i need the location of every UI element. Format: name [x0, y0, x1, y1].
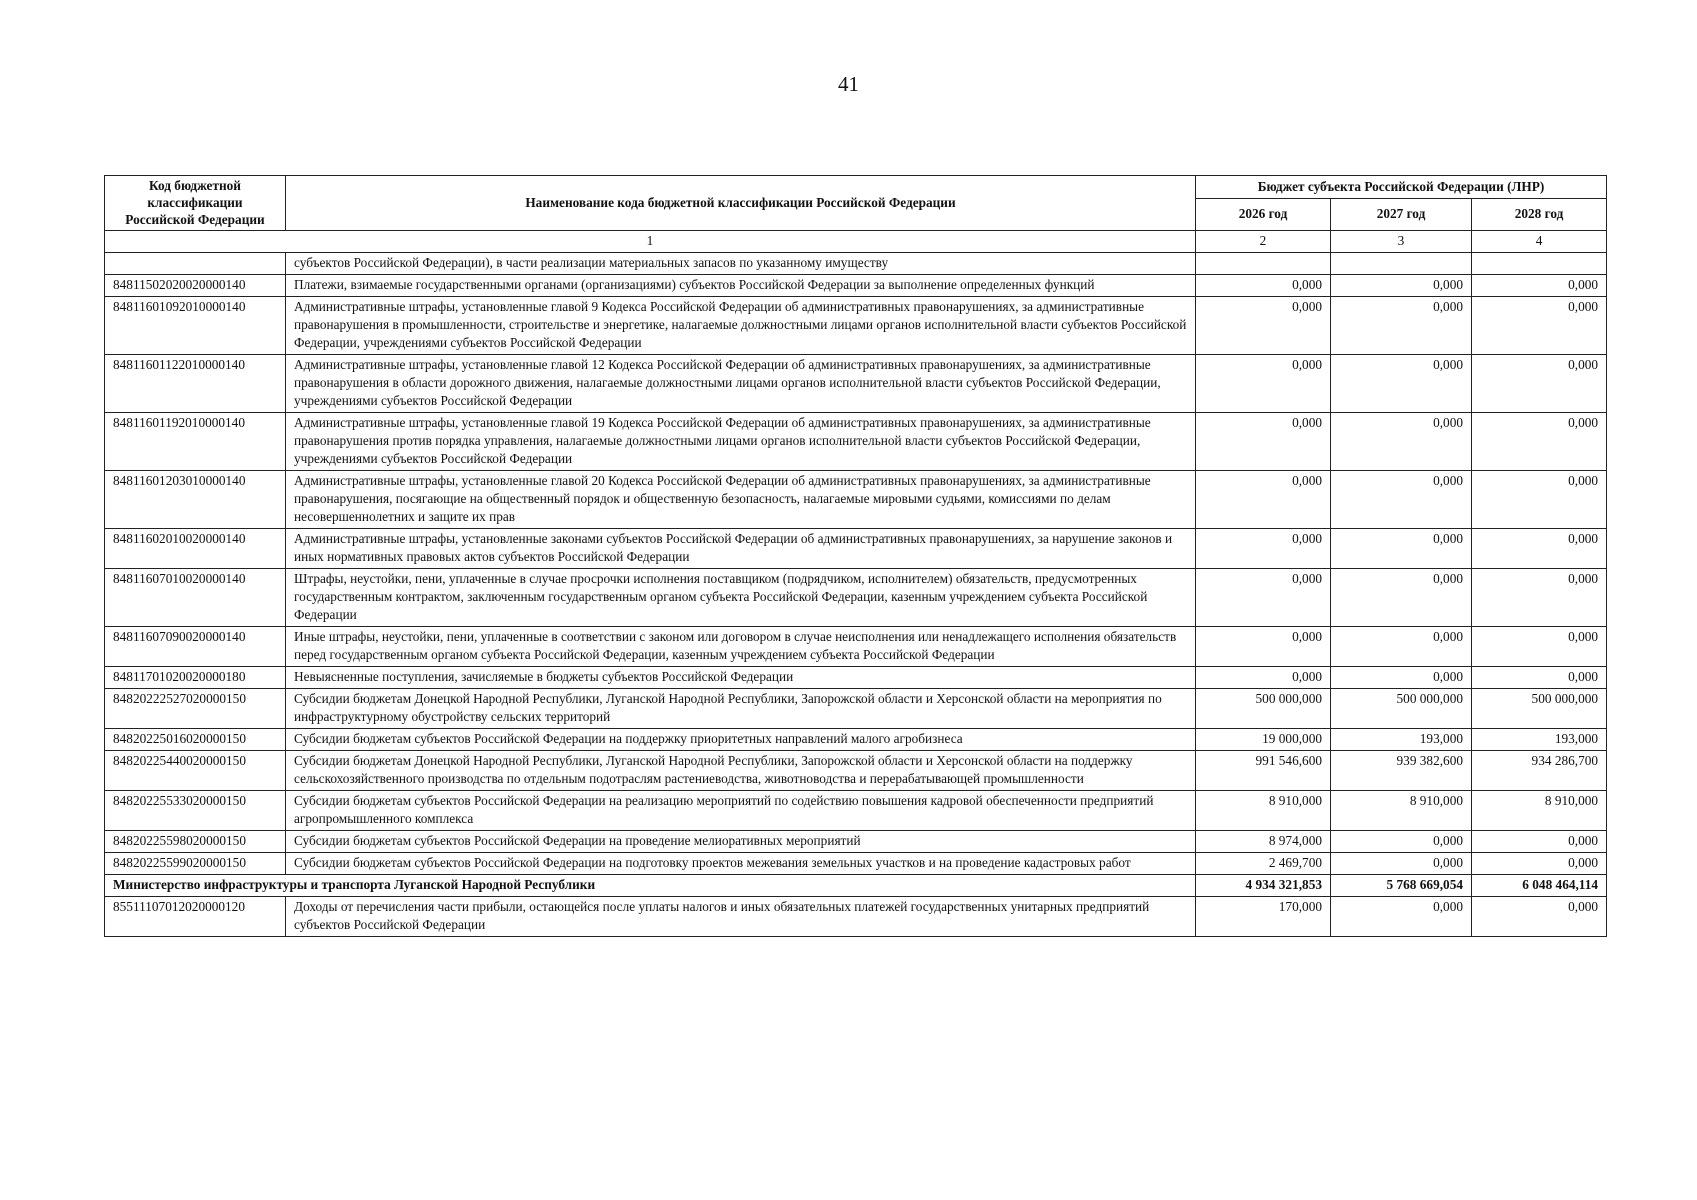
value-2028-cell: 0,000 — [1472, 853, 1607, 875]
value-2027-cell: 0,000 — [1331, 897, 1472, 937]
code-column-header: Код бюджетной классификации Российской Федерации — [105, 176, 286, 231]
code-cell: 84811607010020000140 — [105, 569, 286, 627]
ministry-total-2027-cell: 5 768 669,054 — [1331, 875, 1472, 897]
column-number-3: 3 — [1331, 231, 1472, 253]
name-cell: Субсидии бюджетам Донецкой Народной Республики, Луганской Народной Республики, Запорожской области и Херсонской области на мероприятия по инфраструктурному обустройству сельских территорий — [286, 689, 1196, 729]
table-row — [105, 853, 1607, 875]
name-cell: Административные штрафы, установленные главой 12 Кодекса Российской Федерации об административных правонарушениях, за административные правонарушения в области дорожного движения, налагаемые должностными лицами органов исполнительной власти субъектов Российской Федерации, учреждениями субъектов Российской Федерации — [286, 355, 1196, 413]
value-2028-cell: 0,000 — [1472, 413, 1607, 471]
name-cell: Субсидии бюджетам субъектов Российской Федерации на реализацию мероприятий по содействию повышения кадровой обеспеченности предприятий агропромышленного комплекса — [286, 791, 1196, 831]
table-row — [105, 297, 1607, 355]
value-2027-cell: 0,000 — [1331, 471, 1472, 529]
table-body — [105, 231, 1607, 937]
name-cell: Субсидии бюджетам субъектов Российской Федерации на проведение мелиоративных мероприятий — [286, 831, 1196, 853]
value-2027-cell: 0,000 — [1331, 853, 1472, 875]
value-2026-cell: 0,000 — [1196, 569, 1331, 627]
budget-column-header: Бюджет субъекта Российской Федерации (ЛНР) — [1196, 176, 1607, 199]
name-column-header: Наименование кода бюджетной классификации Российской Федерации — [286, 176, 1196, 231]
value-2026-cell: 0,000 — [1196, 275, 1331, 297]
name-cell: Административные штрафы, установленные главой 20 Кодекса Российской Федерации об административных правонарушениях, за административные правонарушения, посягающие на общественный порядок и общественную безопасность, налагаемые мировыми судьями, комиссиями по делам несовершеннолетних и защите их прав — [286, 471, 1196, 529]
value-2027-cell: 8 910,000 — [1331, 791, 1472, 831]
column-number-1: 1 — [105, 231, 1196, 253]
ministry-total-2026-cell: 4 934 321,853 — [1196, 875, 1331, 897]
code-cell: 85511107012020000120 — [105, 897, 286, 937]
table-row — [105, 275, 1607, 297]
value-2027-cell: 0,000 — [1331, 831, 1472, 853]
code-cell: 84811601122010000140 — [105, 355, 286, 413]
name-cell: Субсидии бюджетам Донецкой Народной Республики, Луганской Народной Республики, Запорожской области и Херсонской области на поддержку сельскохозяйственного производства по отдельным подотраслям растениеводства, животноводства и перерабатывающей промышленности — [286, 751, 1196, 791]
ministry-row — [105, 875, 1607, 897]
table-row — [105, 529, 1607, 569]
value-2027-cell: 0,000 — [1331, 413, 1472, 471]
value-2027-cell: 939 382,600 — [1331, 751, 1472, 791]
value-2026-cell: 2 469,700 — [1196, 853, 1331, 875]
value-2026-cell: 0,000 — [1196, 471, 1331, 529]
table-row — [105, 689, 1607, 729]
continuation-code-cell — [105, 253, 286, 275]
name-cell: Штрафы, неустойки, пени, уплаченные в случае просрочки исполнения поставщиком (подрядчиком, исполнителем) обязательств, предусмотренных государственным контрактом, заключенным государственным органом субъекта Российской Федерации, казенным учреждением субъекта Российской Федерации — [286, 569, 1196, 627]
name-cell: Невыясненные поступления, зачисляемые в бюджеты субъектов Российской Федерации — [286, 667, 1196, 689]
name-cell: Иные штрафы, неустойки, пени, уплаченные в соответствии с законом или договором в случае неисполнения или ненадлежащего исполнения обязательств перед государственным органом субъекта Российской Федерации, казенным учреждением субъекта Российской Федерации — [286, 627, 1196, 667]
code-cell: 84820225599020000150 — [105, 853, 286, 875]
name-cell: Субсидии бюджетам субъектов Российской Федерации на поддержку приоритетных направлений малого агробизнеса — [286, 729, 1196, 751]
value-2028-cell: 500 000,000 — [1472, 689, 1607, 729]
code-cell: 84820225016020000150 — [105, 729, 286, 751]
budget-table — [104, 175, 1607, 937]
value-2027-cell: 0,000 — [1331, 569, 1472, 627]
continuation-value-cell — [1472, 253, 1607, 275]
table-row — [105, 355, 1607, 413]
table-row — [105, 667, 1607, 689]
ministry-total-2028-cell: 6 048 464,114 — [1472, 875, 1607, 897]
value-2026-cell: 0,000 — [1196, 297, 1331, 355]
code-cell: 84811601192010000140 — [105, 413, 286, 471]
continuation-value-cell — [1196, 253, 1331, 275]
value-2027-cell: 500 000,000 — [1331, 689, 1472, 729]
table-header — [105, 176, 1607, 231]
value-2026-cell: 991 546,600 — [1196, 751, 1331, 791]
value-2026-cell: 19 000,000 — [1196, 729, 1331, 751]
continuation-name-cell: субъектов Российской Федерации), в части реализации материальных запасов по указанному имуществу — [286, 253, 1196, 275]
table-row — [105, 569, 1607, 627]
name-cell: Административные штрафы, установленные главой 19 Кодекса Российской Федерации об административных правонарушениях, за административные правонарушения против порядка управления, налагаемые должностными лицами органов исполнительной власти субъектов Российской Федерации, учреждениями субъектов Российской Федерации — [286, 413, 1196, 471]
value-2027-cell: 0,000 — [1331, 667, 1472, 689]
code-cell: 84820225598020000150 — [105, 831, 286, 853]
year-2027-header: 2027 год — [1331, 199, 1472, 231]
code-cell: 84820225440020000150 — [105, 751, 286, 791]
code-cell: 84820222527020000150 — [105, 689, 286, 729]
column-number-row — [105, 231, 1607, 253]
code-cell: 84811602010020000140 — [105, 529, 286, 569]
value-2027-cell: 0,000 — [1331, 275, 1472, 297]
value-2028-cell: 0,000 — [1472, 355, 1607, 413]
value-2028-cell: 0,000 — [1472, 569, 1607, 627]
value-2027-cell: 0,000 — [1331, 627, 1472, 667]
value-2026-cell: 0,000 — [1196, 667, 1331, 689]
table-row — [105, 413, 1607, 471]
code-cell: 84811601203010000140 — [105, 471, 286, 529]
value-2028-cell: 0,000 — [1472, 897, 1607, 937]
value-2028-cell: 0,000 — [1472, 667, 1607, 689]
value-2026-cell: 0,000 — [1196, 529, 1331, 569]
value-2026-cell: 0,000 — [1196, 413, 1331, 471]
value-2026-cell: 170,000 — [1196, 897, 1331, 937]
column-number-4: 4 — [1472, 231, 1607, 253]
name-cell: Административные штрафы, установленные законами субъектов Российской Федерации об административных правонарушениях, за нарушение законов и иных нормативных правовых актов субъектов Российской Федерации — [286, 529, 1196, 569]
value-2027-cell: 0,000 — [1331, 297, 1472, 355]
code-cell: 84820225533020000150 — [105, 791, 286, 831]
table-row — [105, 791, 1607, 831]
value-2028-cell: 0,000 — [1472, 471, 1607, 529]
table-row — [105, 471, 1607, 529]
value-2028-cell: 0,000 — [1472, 275, 1607, 297]
value-2028-cell: 193,000 — [1472, 729, 1607, 751]
value-2026-cell: 0,000 — [1196, 627, 1331, 667]
value-2026-cell: 8 910,000 — [1196, 791, 1331, 831]
code-cell: 84811601092010000140 — [105, 297, 286, 355]
value-2028-cell: 934 286,700 — [1472, 751, 1607, 791]
year-2026-header: 2026 год — [1196, 199, 1331, 231]
code-cell: 84811607090020000140 — [105, 627, 286, 667]
continuation-value-cell — [1331, 253, 1472, 275]
ministry-name-cell: Министерство инфраструктуры и транспорта Луганской Народной Республики — [105, 875, 1196, 897]
value-2028-cell: 8 910,000 — [1472, 791, 1607, 831]
name-cell: Платежи, взимаемые государственными органами (организациями) субъектов Российской Федерации за выполнение определенных функций — [286, 275, 1196, 297]
name-cell: Административные штрафы, установленные главой 9 Кодекса Российской Федерации об административных правонарушениях, за административные правонарушения в промышленности, строительстве и энергетике, налагаемые должностными лицами органов исполнительной власти субъектов Российской Федерации, учреждениями субъектов Российской Федерации — [286, 297, 1196, 355]
value-2028-cell: 0,000 — [1472, 627, 1607, 667]
table-row — [105, 831, 1607, 853]
page-number: 41 — [838, 72, 859, 96]
value-2026-cell: 500 000,000 — [1196, 689, 1331, 729]
year-2028-header: 2028 год — [1472, 199, 1607, 231]
value-2026-cell: 8 974,000 — [1196, 831, 1331, 853]
table-row — [105, 627, 1607, 667]
name-cell: Доходы от перечисления части прибыли, остающейся после уплаты налогов и иных обязательных платежей государственных унитарных предприятий субъектов Российской Федерации — [286, 897, 1196, 937]
table-row — [105, 729, 1607, 751]
code-cell: 84811502020020000140 — [105, 275, 286, 297]
value-2028-cell: 0,000 — [1472, 529, 1607, 569]
table-row — [105, 897, 1607, 937]
value-2027-cell: 193,000 — [1331, 729, 1472, 751]
value-2028-cell: 0,000 — [1472, 831, 1607, 853]
code-cell: 84811701020020000180 — [105, 667, 286, 689]
value-2027-cell: 0,000 — [1331, 529, 1472, 569]
continuation-row — [105, 253, 1607, 275]
value-2026-cell: 0,000 — [1196, 355, 1331, 413]
name-cell: Субсидии бюджетам субъектов Российской Федерации на подготовку проектов межевания земельных участков и на проведение кадастровых работ — [286, 853, 1196, 875]
value-2027-cell: 0,000 — [1331, 355, 1472, 413]
value-2028-cell: 0,000 — [1472, 297, 1607, 355]
table-row — [105, 751, 1607, 791]
column-number-2: 2 — [1196, 231, 1331, 253]
